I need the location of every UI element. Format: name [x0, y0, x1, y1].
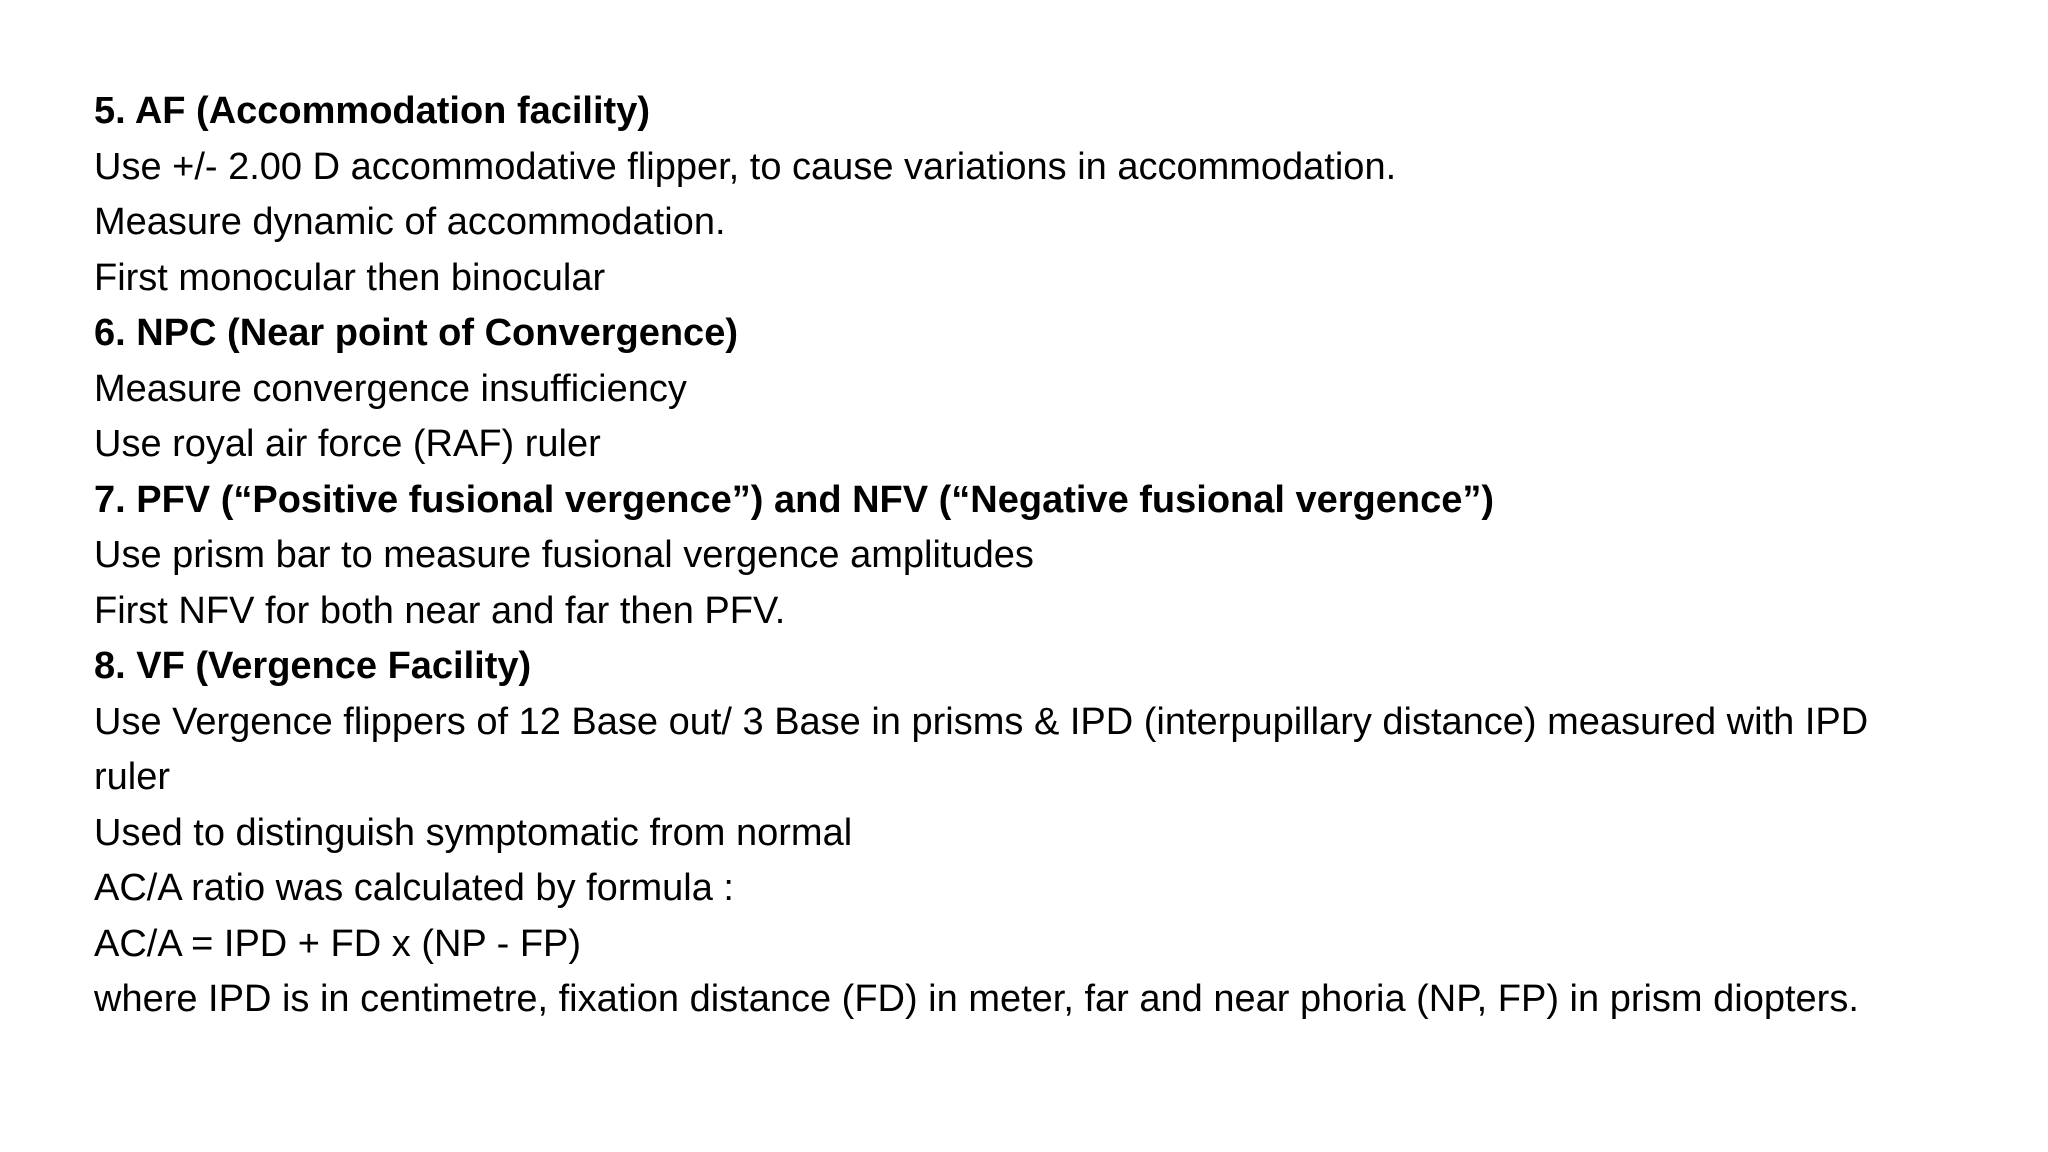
text-line: Use royal air force (RAF) ruler — [94, 423, 601, 465]
text-line: First monocular then binocular — [94, 256, 606, 299]
text-line: First NFV for both near and far then PFV. — [94, 589, 786, 632]
text-line: Use prism bar to measure fusional vergence amplitudes — [94, 534, 1034, 576]
text-line: where IPD is in centimetre, fixation distance (FD) in meter, far and near phoria (NP, FP) in prism diopters. — [94, 978, 1859, 1020]
text-line: Measure dynamic of accommodation. — [94, 201, 726, 243]
heading-pfv-nfv: 7. PFV (“Positive fusional vergence”) and NFV (“Negative fusional vergence”) — [94, 478, 1495, 521]
slide-body-text — [94, 84, 1994, 1028]
text-line: Use Vergence flippers of 12 Base out/ 3 Base in prisms & IPD (interpupillary distance) measured with IPD — [94, 700, 1869, 743]
text-line: ruler — [94, 756, 171, 798]
text-line: Used to distinguish symptomatic from normal — [94, 811, 853, 854]
heading-af: 5. AF (Accommodation facility) — [94, 90, 650, 132]
text-line: Use +/- 2.00 D accommodative flipper, to cause variations in accommodation. — [94, 145, 1397, 188]
text-line: AC/A ratio was calculated by formula : — [94, 867, 734, 909]
heading-npc: 6. NPC (Near point of Convergence) — [94, 312, 738, 354]
text-line: Measure convergence insufficiency — [94, 367, 687, 410]
formula-line: AC/A = IPD + FD x (NP - FP) — [94, 922, 582, 965]
heading-vf: 8. VF (Vergence Facility) — [94, 645, 532, 687]
